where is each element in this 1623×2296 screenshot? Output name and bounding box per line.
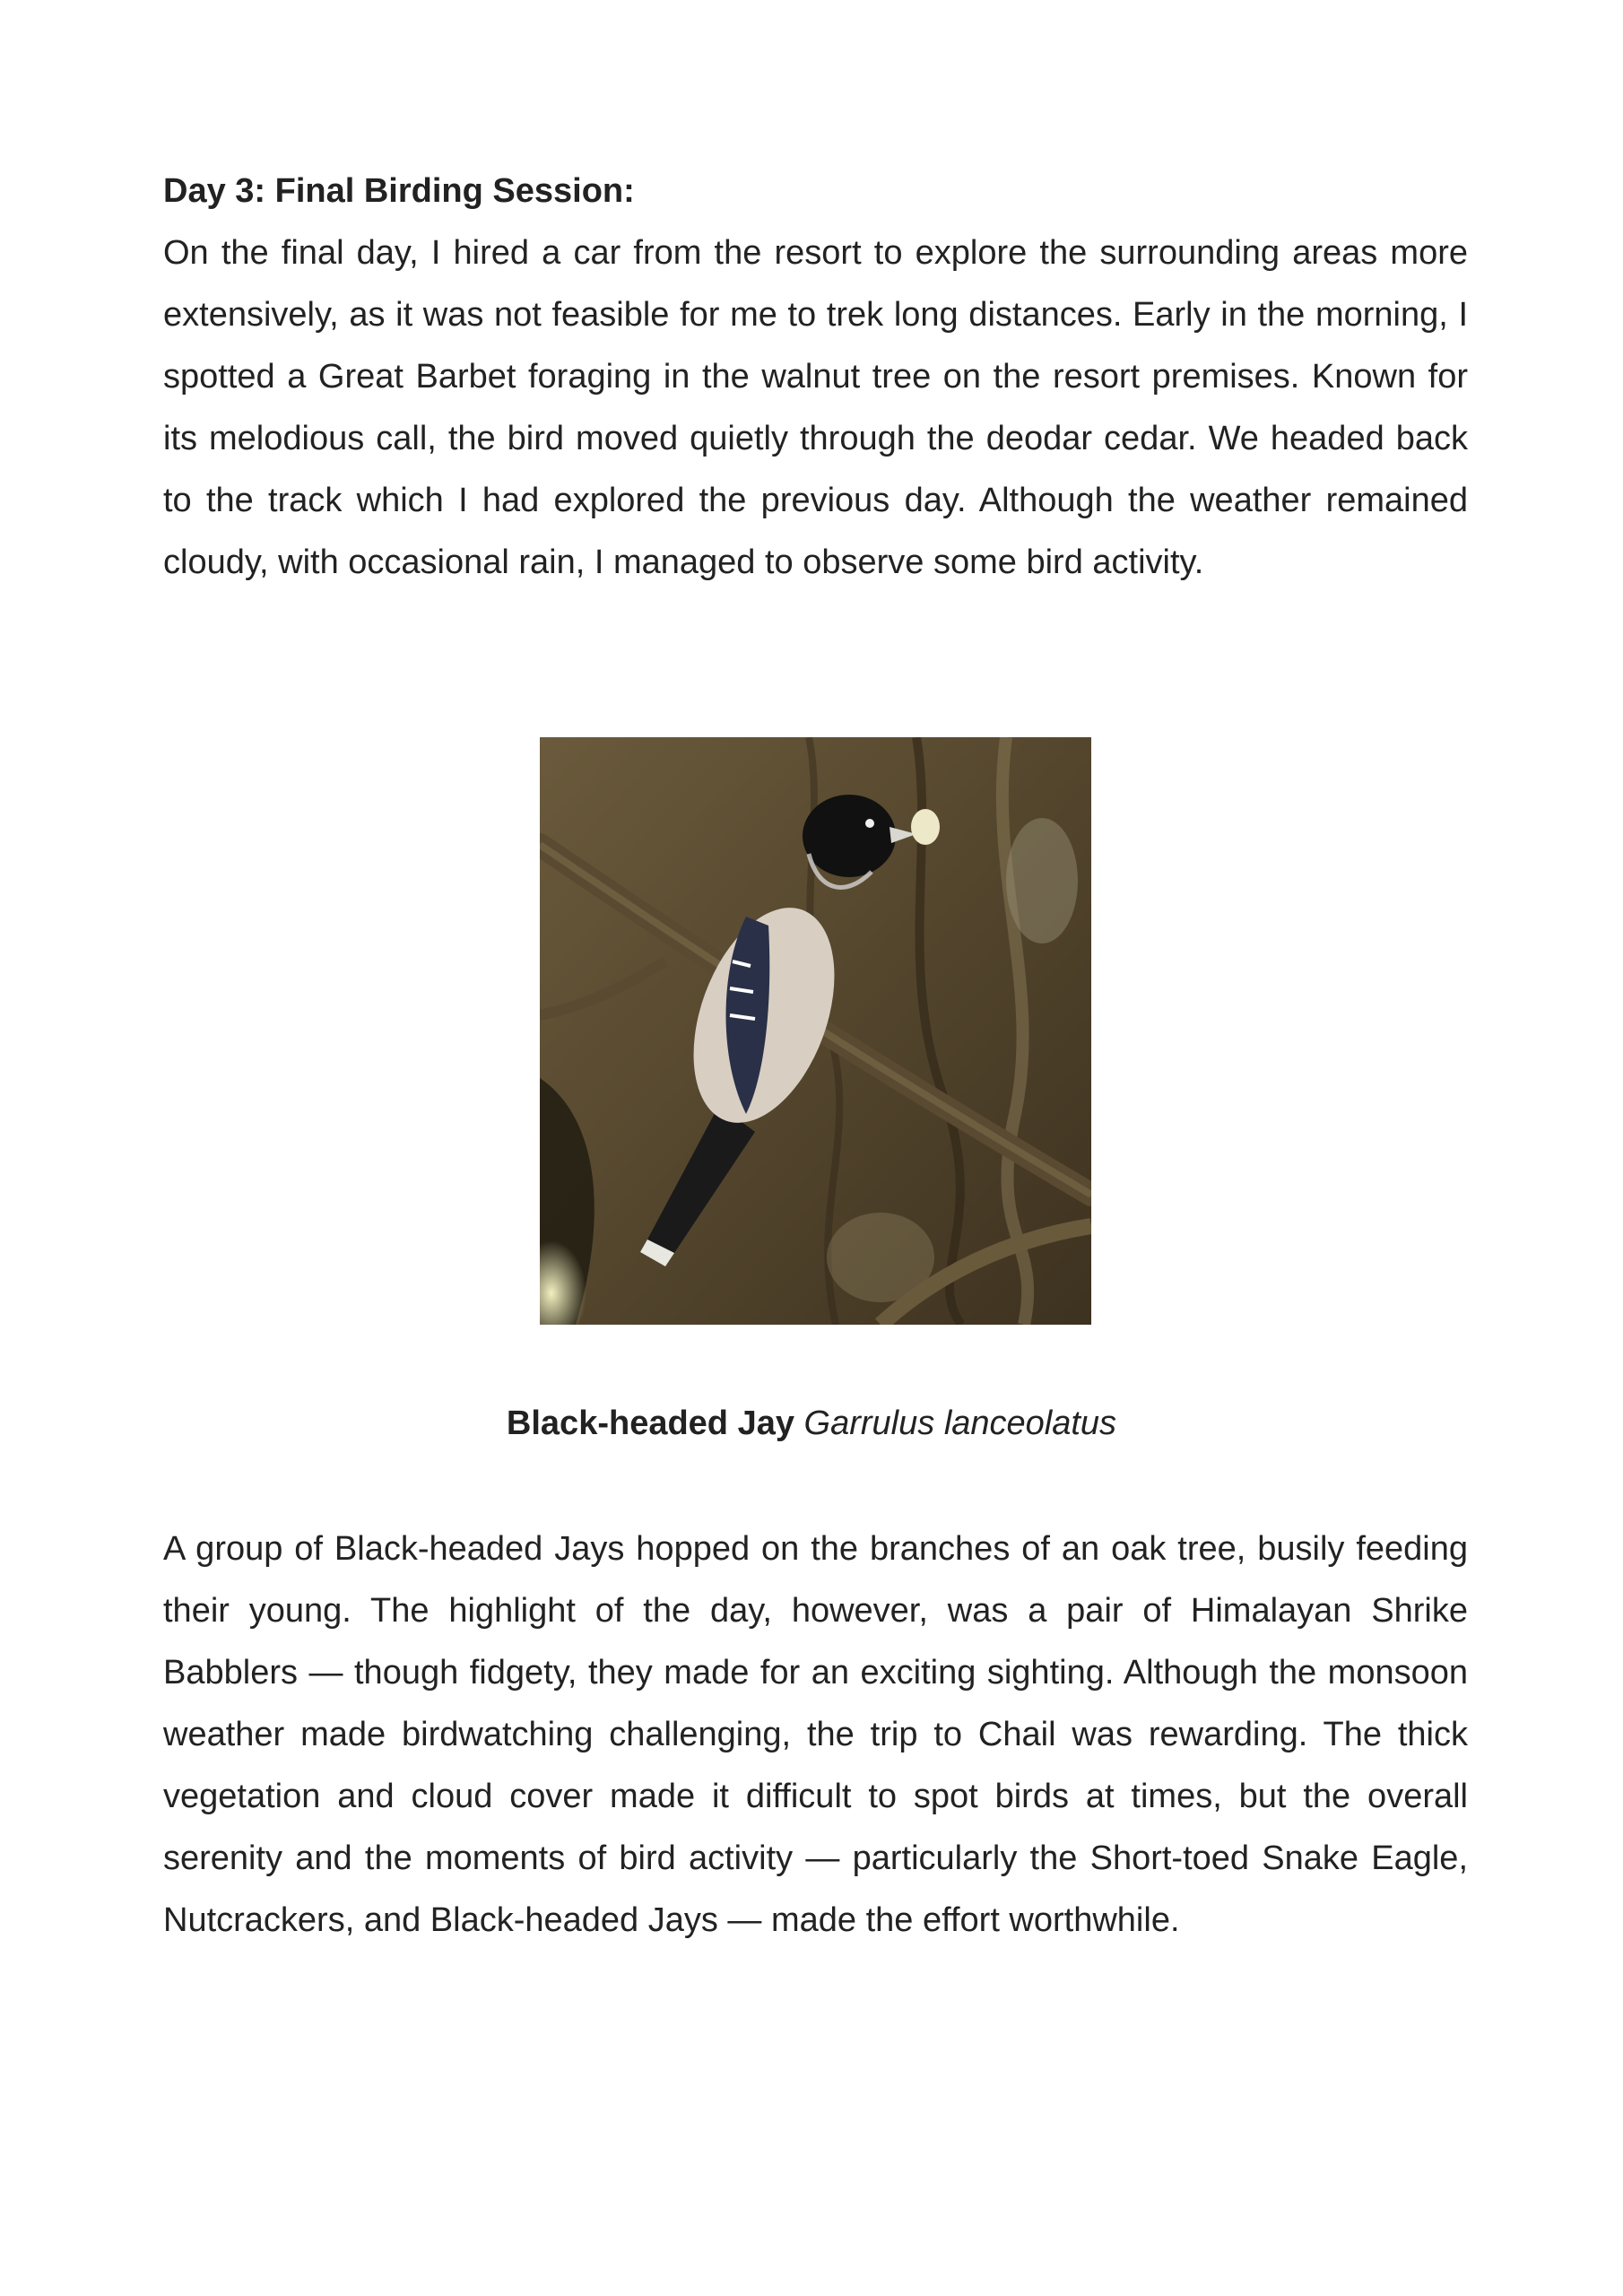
bird-photo <box>540 737 1091 1325</box>
closing-paragraph: A group of Black-headed Jays hopped on the branches of an oak tree, busily feeding their young. The highlight of the day, however, was a pair of Himalayan Shrike Babblers — though fidgety, they made for an exciting sighting. Although the monsoon weather made birdwatching challenging, the trip to Chail was rewarding. The thick vegetation and cloud cover made it difficult to spot birds at times, but the overall serenity and the moments of bird activity — particularly the Short-toed Snake Eagle, Nutcrackers, and Black-headed Jays — made the effort worthwhile. <box>163 1530 1468 1939</box>
intro-paragraph: On the final day, I hired a car from the resort to explore the surrounding areas more extensively, as it was not feasible for me to trek long distances. Early in the morning, I spotted a Great Barbet foraging in the walnut tree on the resort premises. Known for its melodious call, the bird moved quietly through the deodar cedar. We headed back to the track which I had explored the previous day. Although the weather remained cloudy, with occasional rain, I managed to observe some bird activity. <box>163 234 1468 581</box>
caption-common-name: Black-headed Jay <box>506 1405 794 1442</box>
bird-photo-icon <box>540 737 1091 1325</box>
section-heading: Day 3: Final Birding Session: <box>163 172 635 210</box>
photo-caption <box>0 1401 1623 1446</box>
caption-scientific-name: Garrulus lanceolatus <box>803 1405 1117 1442</box>
